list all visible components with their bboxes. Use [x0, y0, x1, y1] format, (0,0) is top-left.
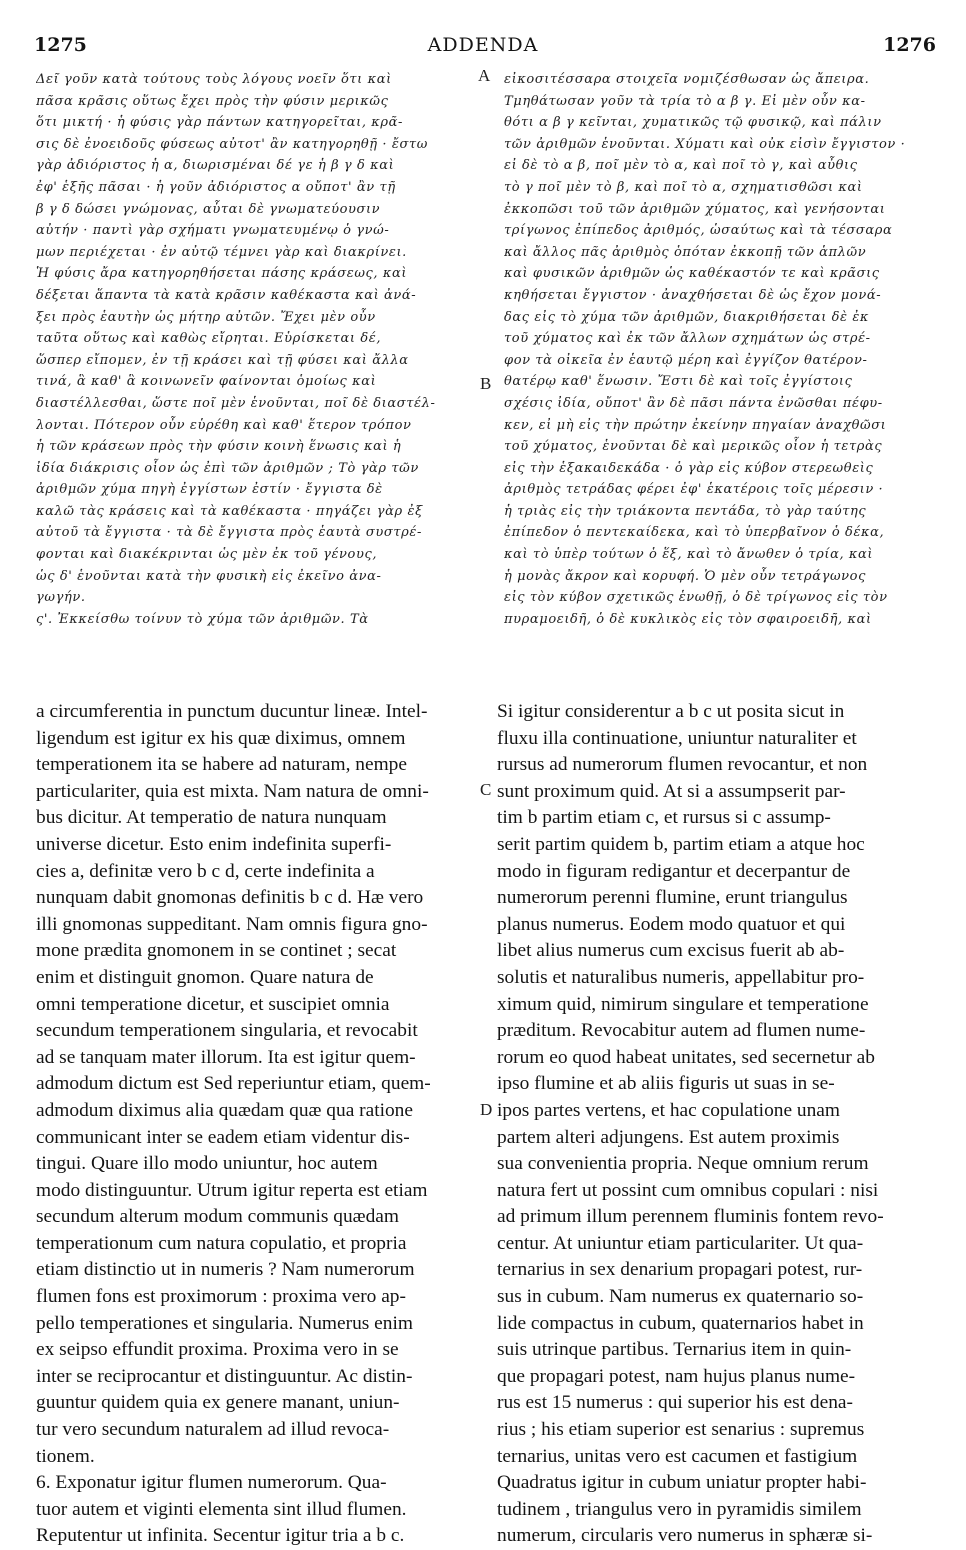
text-line: εἰκοσιτέσσαρα στοιχεῖα νομιζέσθωσαν ὡς ἄπειρα.	[504, 72, 870, 87]
text-line: tingui. Quare illo modo uniuntur, hoc autem	[36, 1153, 378, 1175]
text-line: rus est 15 numerus : qui superior his est dena-	[497, 1392, 853, 1414]
text-line: εἰς τὴν ἑξακαιδεκάδα · ὁ γὰρ εἰς κύβον στερεωθεὶς	[504, 460, 874, 476]
text-line: ἀριθμῶν χύμα πηγὴ ἐγγίστων ἐστίν · ἔγγιστα δὲ	[36, 482, 383, 498]
greek-column-right	[504, 69, 930, 630]
text-line: tionem.	[36, 1445, 95, 1467]
text-line: rius ; his etiam superior est senarius : supremus	[497, 1419, 865, 1441]
text-line: ὅτι μικτή · ἡ φύσις γὰρ πάντων κατηγορεῖται, κρᾶ-	[36, 115, 404, 131]
text-line: τινά, ἃ καθ' ἃ κοινωνεῖν φαίνονται ὁμοίως καὶ	[36, 374, 377, 390]
text-line: nunquam dabit gnomonas definitis b c d. Hæ vero	[36, 887, 424, 909]
text-line: serit partim quidem b, partim etiam a atque hoc	[497, 833, 865, 855]
text-line: κεν, εἰ μὴ εἰς τὴν πρώτην ἐκείνην πηγαίαν ἀναχθῶσι	[504, 417, 887, 433]
page-number-right: 1276	[883, 34, 936, 56]
text-line: ternarius in sex denarium propagari potest, rur-	[497, 1259, 863, 1281]
running-header	[0, 34, 966, 64]
greek-column-left	[36, 69, 462, 630]
text-line: Δεῖ γοῦν κατὰ τούτους τοὺς λόγους νοεῖν ὅτι καὶ	[36, 72, 392, 87]
margin-mark-c: C	[480, 780, 492, 799]
text-line: Reputentur ut infinita. Secentur igitur tria a b c.	[36, 1525, 405, 1547]
text-line: ἀριθμὸς τετράδας φέρει ἐφ' ἑκατέροις τοῖς μέρεσιν ·	[504, 482, 884, 498]
latin-column-right	[497, 699, 933, 1550]
text-line: suis utrinque partibus. Ternarius item in quin-	[497, 1339, 852, 1361]
text-line: καὶ φυσικῶν ἀριθμῶν ὡς καθέκαστόν τε καὶ κρᾶσις	[504, 266, 880, 282]
text-line: libet alius numerus cum excisus fuerit ab ab-	[497, 940, 845, 962]
text-line: particulariter, quia est mixta. Nam natura de omni-	[36, 780, 429, 802]
text-line: tuor autem et viginti elementa sint illud flumen.	[36, 1498, 407, 1520]
text-line: mone prædita gnomonem in se continet ; secat	[36, 940, 397, 962]
running-title: ADDENDA	[427, 34, 539, 56]
text-line: τρίγωνος ἐπίπεδος ἀριθμός, ὡσαύτως καὶ τὰ τέσσαρα	[504, 223, 893, 239]
text-line: numerorum perenni flumine, erunt triangulus	[497, 887, 848, 909]
text-line: γὰρ ἀδιόριστος ἡ α, διωρισμέναι δέ γε ἡ β γ δ καὶ	[36, 158, 395, 174]
text-line: καλῶ τὰς κράσεις καὶ τὰ καθέκαστα · πηγάζει γὰρ ἐξ	[36, 503, 423, 519]
margin-mark-d: D	[480, 1100, 493, 1119]
text-line: etiam distinctio ut in numeris ? Nam numerorum	[36, 1259, 415, 1281]
text-line: fluxu illa continuatione, uniuntur naturaliter et	[497, 727, 857, 749]
text-line: que propagari potest, nam hujus planus nume-	[497, 1365, 856, 1387]
text-line: ximum quid, nimirum singulare et temperatione	[497, 993, 869, 1015]
text-line: αὐτήν · παντὶ γὰρ σχήματι γνωματευμένῳ ὁ γνώ-	[36, 223, 390, 239]
latin-column-left	[36, 699, 476, 1550]
text-line: θότι α β γ κεῖνται, χυματικῶς τῷ φυσικῷ, καὶ πάλιν	[504, 115, 882, 131]
text-line: κηθήσεται ἔγγιστον · ἀναχθήσεται δὲ ὡς ἔχον μονά-	[504, 287, 882, 303]
text-line: β γ δ δώσει γνώμονας, αὗται δὲ γνωματεύουσιν	[36, 201, 381, 217]
text-line: μων περιέχεται · ἐν αὐτῷ τέμνει γὰρ καὶ διακρίνει.	[36, 244, 407, 260]
text-line: ex seipso effundit proxima. Proxima vero in se	[36, 1339, 399, 1361]
text-line: δέξεται ἅπαντα τὰ κατὰ κρᾶσιν καθέκαστα καὶ ἀνά-	[36, 287, 417, 303]
text-line: δας εἰς τὸ χύμα τῶν ἀριθμῶν, διακριθήσεται δὲ ἐκ	[504, 309, 870, 325]
text-line: τοῦ χύματος, ἑνοῦνται δὲ καὶ μερικῶς οἷον ἡ τετρὰς	[504, 439, 883, 455]
text-line: rorum eo quod habeat unitates, sed secernetur ab	[497, 1046, 875, 1068]
text-line: αὐτοῦ τὰ ἔγγιστα · τὰ δὲ ἔγγιστα πρὸς ἑαυτὰ συστρέ-	[36, 525, 422, 541]
text-line: καὶ ἄλλος πᾶς ἀριθμὸς ὁπόταν ἐκκοπῇ τῶν ἁπλῶν	[504, 244, 867, 260]
text-line: solutis et naturalibus numeris, appellabitur pro-	[497, 966, 865, 988]
text-line: πᾶσα κρᾶσις οὕτως ἔχει πρὸς τὴν φύσιν μερικῶς	[36, 93, 389, 109]
text-line: ἐφ' ἑξῆς πᾶσαι · ἡ γοῦν ἀδιόριστος α οὔποτ' ἂν τῇ	[36, 179, 396, 195]
text-line: pello temperationes et singularia. Numerus enim	[36, 1312, 413, 1334]
text-line: enim et distinguit gnomon. Quare natura de	[36, 966, 374, 988]
text-line: ἐπίπεδον ὁ πεντεκαίδεκα, καὶ τὸ ὑπερβαῖνον ὁ δέκα,	[504, 525, 885, 541]
text-line: ὥσπερ εἴπομεν, ἐν τῇ κράσει καὶ τῇ φύσει καὶ ἄλλα	[36, 352, 409, 368]
text-line: numerum, circularis vero numerus in sphæræ si-	[497, 1525, 873, 1547]
text-line: ταῦτα οὕτως καὶ καθὼς εἴρηται. Εὑρίσκεται δέ,	[36, 331, 382, 347]
text-line: Quadratus igitur in cubum uniatur propter habi-	[497, 1472, 867, 1494]
text-line: modo in figuram redigantur et decerpantur de	[497, 860, 851, 882]
text-line: a circumferentia in punctum ducuntur lineæ. Intel-	[36, 701, 428, 722]
text-line: σχέσις ἰδία, οὔποτ' ἂν δὲ πᾶσι πάντα ἐνῶσθαι πέφυ-	[504, 395, 883, 411]
text-line: tim b partim etiam c, et rursus si c assump-	[497, 807, 831, 829]
text-line: sus in cubum. Nam numerus ex quaternario so-	[497, 1286, 864, 1308]
text-line: ipso flumine et ab aliis figuris ut suas in se-	[497, 1073, 835, 1095]
text-line: Si igitur considerentur a b c ut posita sicut in	[497, 701, 845, 722]
text-line: secundum temperationem singularia, et revocabit	[36, 1020, 418, 1042]
text-line: rursus ad numerorum flumen revocantur, et non	[497, 754, 868, 776]
text-line: ὡς δ' ἑνοῦνται κατὰ τὴν φυσικὴ εἰς ἐκεῖνο ἀνα-	[36, 568, 382, 584]
text-line: præditum. Revocabitur autem ad flumen nume-	[497, 1020, 866, 1042]
text-line: centur. At uniuntur etiam particulariter. Ut qua-	[497, 1232, 864, 1254]
text-line: partem alteri adjungens. Est autem proximis	[497, 1126, 840, 1148]
text-line: bus dicitur. At temperatio de natura nunquam	[36, 807, 387, 829]
text-line: γωγήν.	[36, 590, 86, 606]
text-line: natura fert ut possint cum omnibus copulari : nisi	[497, 1179, 879, 1201]
page-number-left: 1275	[34, 34, 87, 56]
text-line: καὶ τὸ ὑπὲρ τούτων ὁ ἕξ, καὶ τὸ ἄνωθεν ὁ τρία, καὶ	[504, 547, 874, 563]
text-line: cies a, definitæ vero b c d, certe indefinita a	[36, 860, 375, 882]
text-line: τῶν ἀριθμῶν ἑνοῦνται. Χύματι καὶ οὐκ εἰσὶν ἔγγιστον ·	[504, 136, 906, 152]
text-line: ἡ μονὰς ἄκρον καὶ κορυφή. Ὁ μὲν οὖν τετράγωνος	[504, 568, 866, 584]
text-line: modo distinguuntur. Utrum igitur reperta est etiam	[36, 1179, 428, 1201]
text-line: ἰδία διάκρισις οἷον ὡς ἐπὶ τῶν ἀριθμῶν ; Τὸ γὰρ τῶν	[36, 460, 419, 476]
text-line: tudinem , triangulus vero in pyramidis similem	[497, 1498, 862, 1520]
text-line: φον τὰ οἰκεῖα ἐν ἑαυτῷ μέρη καὶ ἐγγίζον θατέρον-	[504, 352, 868, 368]
text-line: διαστέλλεσθαι, ὥστε ποῖ μὲν ἑνοῦνται, ποῖ δὲ διαστέλ-	[36, 395, 436, 411]
text-line: ξει πρὸς ἑαυτὴν ὡς μήτηρ αὐτῶν. Ἔχει μὲν οὖν	[36, 309, 376, 325]
text-line: Τμηθάτωσαν γοῦν τὰ τρία τὸ α β γ. Εἰ μὲν οὖν κα-	[504, 93, 866, 109]
text-line: τοῦ χύματος καὶ ἐκ τῶν ἄλλων σχημάτων ὡς στρέ-	[504, 331, 871, 347]
text-line: σις δὲ ἐνοειδοῦς φύσεως αὐτοτ' ἂν κατηγορηθῇ · ἔστω	[36, 136, 428, 152]
text-line: εἰ δὲ τὸ α β, ποῖ μὲν τὸ α, καὶ ποῖ τὸ γ, καὶ αὖθις	[504, 158, 858, 174]
text-line: ipos partes vertens, et hac copulatione unam	[497, 1099, 840, 1121]
text-line: flumen fons est proximorum : proxima vero ap-	[36, 1286, 406, 1308]
text-line: communicant inter se eadem etiam videntur dis-	[36, 1126, 410, 1148]
margin-mark-a: A	[478, 66, 491, 85]
text-line: sua convenientia propria. Neque omnium rerum	[497, 1153, 869, 1175]
text-line: ἡ τριὰς εἰς τὴν τριάκοντα πεντάδα, τὸ γὰρ ταύτης	[504, 503, 867, 519]
text-line: ἡ τῶν κράσεων πρὸς τὴν φύσιν κοινὴ ἕνωσις καὶ ἡ	[36, 439, 402, 455]
text-line: ς'. Ἐκκείσθω τοίνυν τὸ χύμα τῶν ἀριθμῶν. Τὰ	[36, 611, 369, 627]
text-line: λονται. Πότερον οὖν εὑρέθη καὶ καθ' ἕτερον τρόπον	[36, 417, 412, 433]
text-line: φονται καὶ διακέκρινται ὡς μὲν ἐκ τοῦ γένους,	[36, 547, 378, 563]
text-line: admodum diximus alia quædam quæ qua ratione	[36, 1099, 413, 1121]
text-line: ad primum illum perennem fluminis fontem revo-	[497, 1206, 884, 1228]
text-line: temperationem ita se habere ad naturam, nempe	[36, 754, 407, 776]
margin-mark-b: B	[480, 374, 492, 393]
text-line: admodum dictum est Sed reperiuntur etiam, quem-	[36, 1073, 431, 1095]
text-line: sunt proximum quid. At si a assumpserit par-	[497, 780, 846, 802]
text-line: inter se reciprocantur et distinguuntur. Ac distin-	[36, 1365, 413, 1387]
text-line: πυραμοειδῆ, ὁ δὲ κυκλικὸς εἰς τὸν σφαιροειδῆ, καὶ	[504, 611, 872, 627]
text-line: 6. Exponatur igitur flumen numerorum. Qua-	[36, 1472, 387, 1494]
text-line: θατέρῳ καθ' ἕνωσιν. Ἔστι δὲ καὶ τοῖς ἐγγίστοις	[504, 374, 853, 390]
text-line: εἰς τὸν κύβον σχετικῶς ἑνωθῇ, ὁ δὲ τρίγωνος εἰς τὸν	[504, 590, 888, 606]
text-line: guuntur quidem quia ex genere manant, uniun-	[36, 1392, 400, 1414]
text-line: illi gnomonas suppeditant. Nam omnis figura gno-	[36, 913, 428, 935]
text-line: Ἡ φύσις ἄρα κατηγορηθήσεται πάσης κράσεως, καὶ	[36, 266, 408, 282]
text-line: omni temperatione dicetur, et suscipiet omnia	[36, 993, 390, 1015]
text-line: planus numerus. Eodem modo quatuor et qui	[497, 913, 846, 935]
text-line: ἐκκοπῶσι τοῦ τῶν ἀριθμῶν χύματος, καὶ γενήσονται	[504, 201, 886, 217]
text-line: secundum alterum modum communis quædam	[36, 1206, 399, 1228]
text-line: ligendum est igitur ex his quæ diximus, omnem	[36, 727, 406, 749]
text-line: temperationum cum natura copulatio, et propria	[36, 1232, 407, 1254]
text-line: ternarius, unitas vero est cacumen et fastigium	[497, 1445, 858, 1467]
text-line: τὸ γ ποῖ μὲν τὸ β, καὶ ποῖ τὸ α, σχηματισθῶσι καὶ	[504, 179, 863, 195]
text-line: ad se tanquam mater illorum. Ita est igitur quem-	[36, 1046, 416, 1068]
text-line: tur vero secundum naturalem ad illud revoca-	[36, 1419, 390, 1441]
text-line: universe dicetur. Esto enim indefinita superfi-	[36, 833, 392, 855]
text-line: lide compactus in cubum, quaternarios habet in	[497, 1312, 864, 1334]
